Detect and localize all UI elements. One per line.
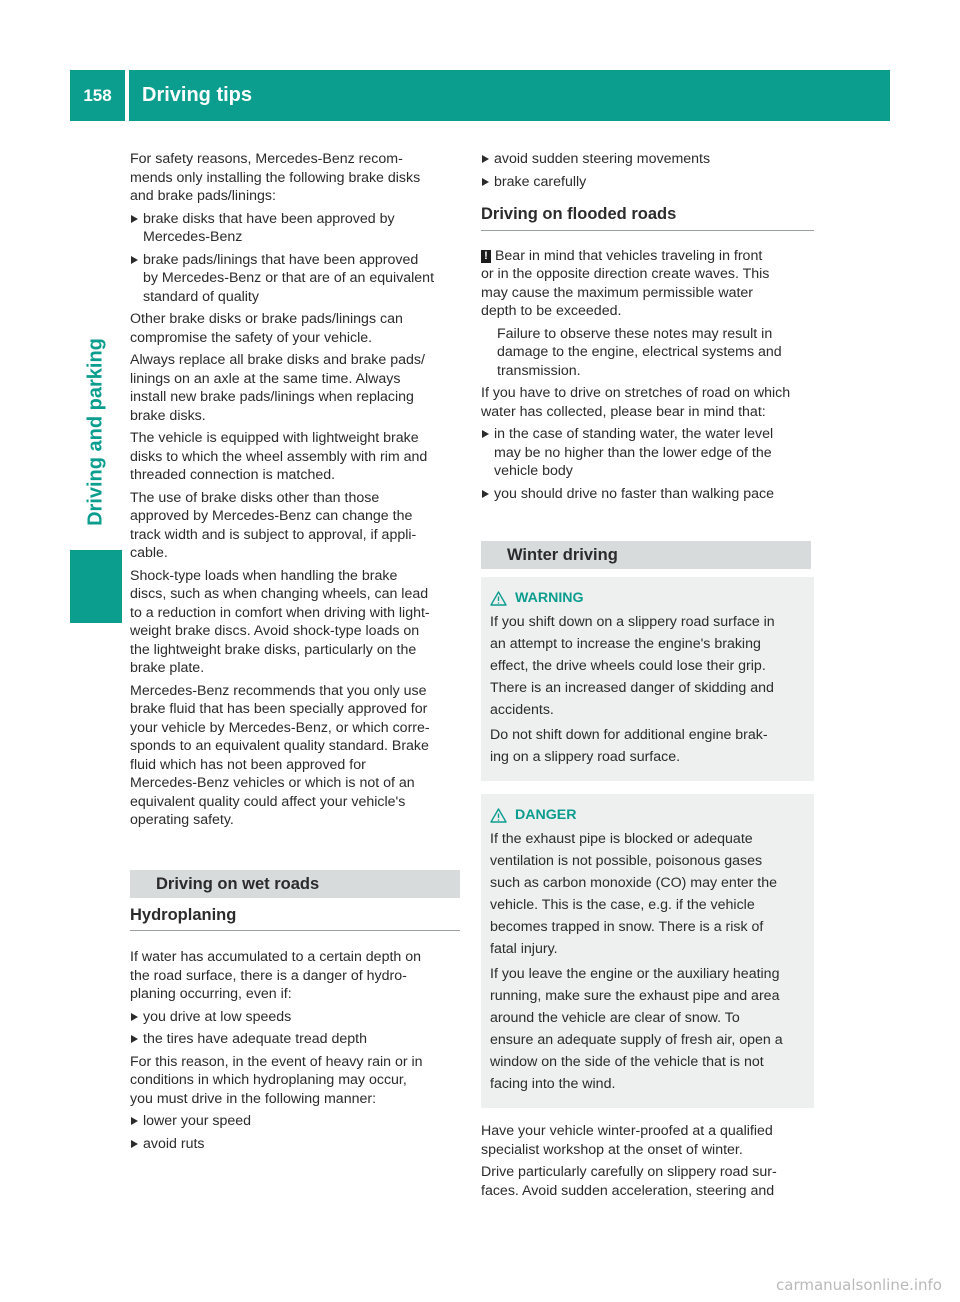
notice-block bbox=[481, 247, 814, 381]
flood-list bbox=[481, 425, 814, 503]
paragraph: Shock-type loads when handling the brake discs, such as when changing wheels, can lead to a reduction in comfort when driving with light- weight brake discs. Avoid shock-type loads on the lightweight brake disks, particularly on the brake plate. bbox=[130, 567, 430, 676]
notice-text: ! Bear in mind that vehicles traveling in front or in the opposite direction create waves. This may cause the maximum permissible water depth to be exceeded. bbox=[481, 247, 770, 319]
paragraph: Mercedes-Benz recommends that you only use brake fluid that has been specially approved for your vehicle by Mercedes-Benz, or which corre- sponds to an equivalent quality standard. Brake fluid which has not been approved for Mercedes-Benz vehicles or which is not of an equivalent quality could affect your vehicle's operating safety. bbox=[130, 682, 430, 828]
brake-approved-list bbox=[130, 210, 460, 307]
paragraph: Have your vehicle winter-proofed at a qualified specialist workshop at the onset of winter. bbox=[481, 1123, 773, 1158]
hydroplaning-conditions-list bbox=[130, 1008, 460, 1049]
sub-heading-hydroplaning: Hydroplaning bbox=[130, 906, 460, 932]
paragraph: The vehicle is equipped with lightweight brake disks to which the wheel assembly with rim and threaded connection is matched. bbox=[130, 430, 428, 483]
paragraph: Always replace all brake disks and brake pads/ linings on an axle at the same time. Always install new brake pads/linings when replacing brake disks. bbox=[130, 352, 425, 424]
danger-text: If the exhaust pipe is blocked or adequate ventilation is not possible, poisonous gases such as carbon monoxide (CO) may enter the vehicle. This is the case, e.g. if the vehicle becomes trapped in snow. There is a risk of fatal injury. bbox=[490, 831, 778, 957]
right-column bbox=[481, 150, 814, 1204]
exclamation-icon: ! bbox=[481, 250, 491, 263]
page-header bbox=[70, 70, 890, 121]
hydroplaning-intro: If water has accumulated to a certain depth on the road surface, there is a danger of hydro- planing occurring, even if: bbox=[130, 949, 422, 1002]
watermark: carmanualsonline.info bbox=[776, 1276, 942, 1294]
flood-intro: If you have to drive on stretches of road on which water has collected, please bear in mind that: bbox=[481, 385, 791, 420]
side-tab-marker bbox=[70, 550, 122, 623]
notice-text: Failure to observe these notes may result in damage to the engine, electrical systems and transmission. bbox=[497, 325, 782, 379]
warning-triangle-icon bbox=[490, 808, 507, 823]
paragraph: Drive particularly carefully on slippery road sur- faces. Avoid sudden acceleration, steering and bbox=[481, 1164, 777, 1199]
warning-text: Do not shift down for additional engine brak- ing on a slippery road surface. bbox=[490, 727, 768, 765]
side-tab bbox=[70, 122, 122, 1284]
list-item: avoid ruts bbox=[130, 1135, 460, 1154]
section-heading-winter-driving: Winter driving bbox=[481, 541, 811, 569]
section-heading-wet-roads: Driving on wet roads bbox=[130, 870, 460, 898]
danger-title: DANGER bbox=[490, 804, 804, 826]
warning-text: If you shift down on a slippery road surface in an attempt to increase the engine's braking effect, the drive wheels could lose their grip. There is an increased danger of skidding and accidents. bbox=[490, 614, 775, 718]
left-column bbox=[130, 150, 460, 1157]
list-item: the tires have adequate tread depth bbox=[130, 1030, 460, 1049]
warning-triangle-icon bbox=[490, 591, 507, 606]
list-item: brake disks that have been approved by Mercedes-Benz bbox=[130, 210, 460, 247]
page-number: 158 bbox=[83, 85, 112, 105]
list-item: you should drive no faster than walking pace bbox=[481, 485, 814, 504]
list-item: avoid sudden steering movements bbox=[481, 150, 814, 169]
list-item: in the case of standing water, the water level may be no higher than the lower edge of the vehicle body bbox=[481, 425, 814, 481]
paragraph: The use of brake disks other than those approved by Mercedes-Benz can change the track width and is subject to approval, if appli- cable. bbox=[130, 489, 417, 561]
hydroplaning-instructions: For this reason, in the event of heavy rain or in conditions in which hydroplaning may occur, you must drive in the following manner: bbox=[130, 1053, 423, 1107]
danger-box bbox=[481, 794, 814, 1108]
list-item: brake pads/linings that have been approved by Mercedes-Benz or that are of an equivalent standard of quality bbox=[130, 251, 460, 307]
paragraph: Other brake disks or brake pads/linings can compromise the safety of your vehicle. bbox=[130, 311, 403, 346]
header-divider bbox=[125, 70, 129, 121]
hydroplaning-actions-list bbox=[130, 1112, 460, 1153]
chapter-title: Driving tips bbox=[142, 84, 253, 106]
list-item: brake carefully bbox=[481, 173, 814, 192]
list-item: you drive at low speeds bbox=[130, 1008, 460, 1027]
list-item: lower your speed bbox=[130, 1112, 460, 1131]
danger-text: If you leave the engine or the auxiliary heating running, make sure the exhaust pipe and area around the vehicle are clear of snow. To ensure an adequate supply of fresh air, open a window on the side of the vehicle that is not facing into the wind. bbox=[490, 966, 783, 1092]
sub-heading-flooded-roads: Driving on flooded roads bbox=[481, 205, 814, 231]
warning-title: WARNING bbox=[490, 587, 804, 609]
driving-actions-list bbox=[481, 150, 814, 191]
warning-box bbox=[481, 577, 814, 781]
brake-intro: For safety reasons, Mercedes-Benz recom- mends only installing the following brake disks and brake pads/linings: bbox=[130, 151, 421, 204]
side-tab-label: Driving and parking bbox=[84, 338, 107, 526]
